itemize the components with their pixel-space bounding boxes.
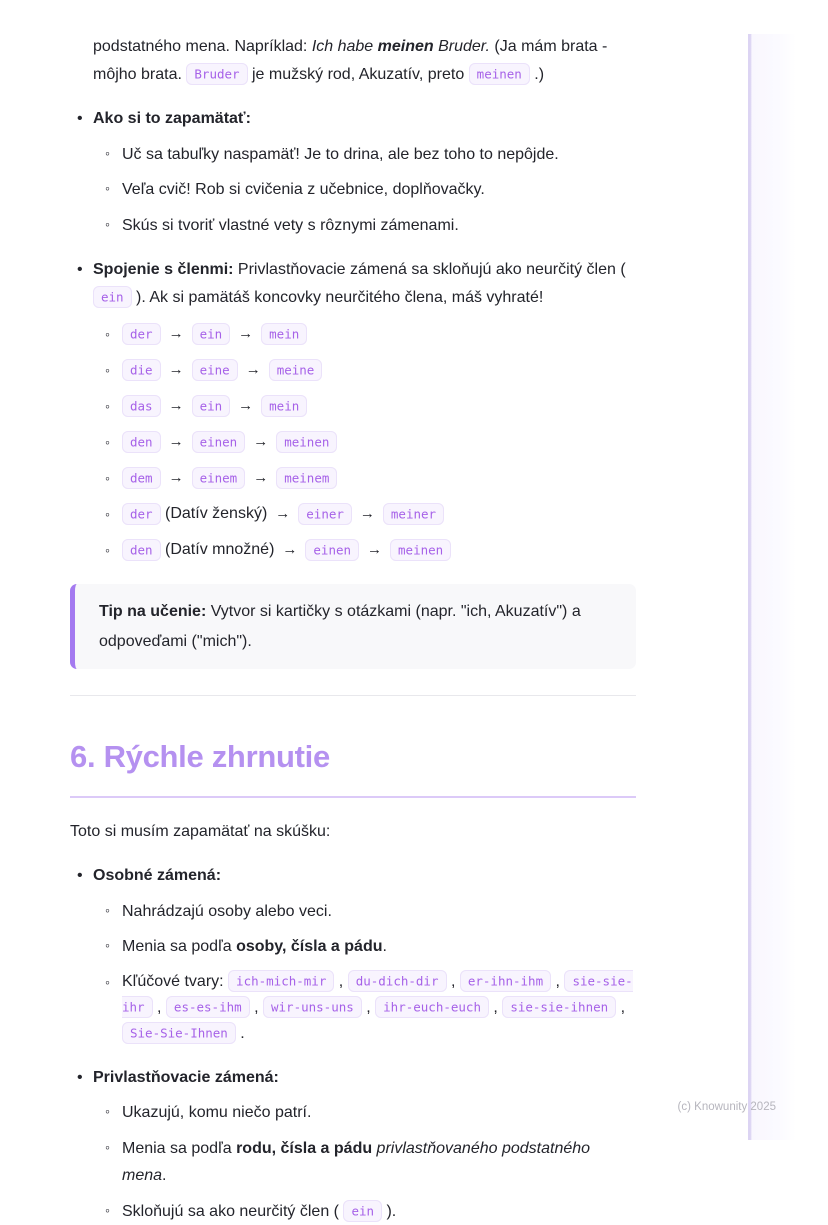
code-chip: ich-mich-mir [228, 970, 334, 992]
text-run: Skús si tvoriť vlastné vety s rôznymi zámenami. [122, 216, 459, 234]
code-chip: mein [261, 323, 307, 345]
code-chip: eine [192, 359, 238, 381]
arrow-right-icon: → [253, 469, 269, 487]
text-run-italic: Ich habe [311, 38, 378, 55]
text-run-italic: privlastňovaného podstatného mena [122, 1139, 591, 1185]
sub-list [105, 1099, 636, 1225]
document-content [70, 33, 636, 1225]
code-chip: den [122, 431, 161, 453]
code-chip: meiner [383, 503, 444, 525]
declension-row [105, 429, 636, 455]
declension-row [105, 465, 636, 491]
text-run: Uč sa tabuľky naspamäť! Je to drina, ale bez toho to nepôjde. [122, 145, 559, 163]
circle-icon: ◦ [105, 144, 110, 161]
text-run-bold: osoby, čísla a pádu [236, 938, 383, 956]
list-item-memorize [70, 105, 636, 239]
arrow-right-icon: → [168, 469, 184, 487]
arrow-right-icon: → [238, 325, 254, 343]
circle-icon: ◦ [105, 901, 110, 918]
bullet-icon: • [77, 110, 83, 128]
text-run-italic: Bruder. [433, 38, 490, 55]
arrow-right-icon: → [168, 433, 184, 451]
code-chip: der [122, 323, 161, 345]
circle-icon: ◦ [105, 398, 110, 415]
code-chip: es-es-ihm [166, 996, 250, 1018]
code-chip: der [122, 503, 161, 525]
list-label: Osobné zámená: [93, 867, 222, 885]
text-run: . [235, 1024, 245, 1042]
circle-icon: ◦ [105, 362, 110, 379]
separator: , [488, 998, 503, 1016]
declension-list [105, 321, 636, 563]
circle-icon: ◦ [105, 506, 110, 523]
next-page-edge [748, 34, 828, 1140]
page-footer: (c) Knowunity 2025 [677, 1101, 776, 1113]
arrow-right-icon: → [253, 433, 269, 451]
sub-list-item [105, 1099, 636, 1127]
list-item-possessive [70, 1064, 636, 1225]
arrow-right-icon: → [359, 505, 375, 523]
top-list [70, 105, 636, 563]
text-run: Nahrádzajú osoby alebo veci. [122, 902, 332, 920]
code-chip: den [122, 539, 161, 561]
code-chip: meinem [276, 467, 337, 489]
list-label: Privlastňovacie zámená: [93, 1068, 279, 1086]
circle-icon: ◦ [105, 1103, 110, 1120]
text-run: . [382, 938, 387, 956]
circle-icon: ◦ [105, 542, 110, 559]
summary-intro: Toto si musím zapamätať na skúšku: [70, 822, 331, 840]
separator: , [551, 972, 565, 990]
text-run: Menia sa podľa [122, 1139, 237, 1157]
arrow-right-icon: → [275, 505, 291, 523]
intro-paragraph [93, 33, 636, 88]
text-run: Ukazujú, komu niečo patrí. [122, 1104, 312, 1122]
separator: , [446, 972, 460, 990]
sub-list [105, 141, 636, 240]
code-chip: meinen [469, 63, 530, 85]
code-chip: ein [192, 323, 231, 345]
text-run: Menia sa podľa [122, 938, 237, 956]
list-item-personal [70, 862, 636, 1047]
arrow-right-icon: → [168, 397, 184, 415]
text-run: Vytvor si kartičky s otázkami (napr. "ich, Akuzatív") a odpoveďami ("mich"). [99, 603, 581, 650]
text-run: .) [529, 65, 545, 83]
declension-row [105, 357, 636, 383]
code-chip: dem [122, 467, 161, 489]
circle-icon: ◦ [105, 470, 110, 487]
tip-box [70, 584, 636, 669]
separator: , [334, 972, 348, 990]
sub-list-item [105, 1135, 636, 1190]
text-run: Kľúčové tvary: [122, 972, 229, 990]
section-divider [70, 695, 636, 696]
text-run-bold-italic: meinen [377, 38, 434, 55]
circle-icon: ◦ [105, 180, 110, 197]
arrow-right-icon: → [245, 361, 261, 379]
arrow-right-icon: → [367, 541, 383, 559]
sub-list [105, 898, 636, 1047]
arrow-right-icon: → [282, 541, 298, 559]
code-chip: einen [305, 539, 359, 561]
circle-icon: ◦ [105, 434, 110, 451]
declension-row [105, 321, 636, 347]
text-run: podstatného mena. Napríklad: [93, 38, 312, 55]
code-chip: einem [192, 467, 246, 489]
sub-list-item [105, 141, 636, 169]
sub-list-item [105, 1198, 636, 1225]
code-chip: Sie-Sie-Ihnen [122, 1022, 236, 1044]
code-chip: die [122, 359, 161, 381]
list-label: Ako si to zapamätať: [93, 110, 251, 128]
bullet-icon: • [77, 261, 83, 279]
code-chip: sie-sie-ihnen [502, 996, 616, 1018]
text-run: Skloňujú sa ako neurčitý člen ( [122, 1202, 344, 1220]
circle-icon: ◦ [105, 1201, 110, 1218]
tip-label: Tip na učenie: [99, 603, 207, 621]
code-chip: meinen [276, 431, 337, 453]
text-run: ). [382, 1202, 397, 1220]
list-label: Spojenie s členmi: [93, 261, 234, 279]
bullet-icon: • [77, 867, 83, 885]
arrow-right-icon: → [168, 361, 184, 379]
circle-icon: ◦ [105, 1138, 110, 1155]
text-run: (Datív množné) [160, 541, 275, 559]
sub-list-item-key-forms [105, 969, 636, 1047]
code-chip: einen [192, 431, 246, 453]
code-chip: ein [93, 286, 132, 308]
code-chip: ein [192, 395, 231, 417]
separator: , [616, 998, 626, 1016]
code-chip: Bruder [186, 63, 247, 85]
circle-icon: ◦ [105, 973, 110, 990]
arrow-right-icon: → [168, 325, 184, 343]
text-run: (Ja mám brata - môjho brata. [93, 38, 608, 83]
code-chip: meinen [390, 539, 451, 561]
circle-icon: ◦ [105, 326, 110, 343]
text-run: Privlastňovacie zámená sa skloňujú ako neurčitý člen ( [233, 261, 626, 279]
separator: , [249, 998, 263, 1016]
declension-row [105, 501, 636, 527]
code-chip: mein [261, 395, 307, 417]
code-chip: das [122, 395, 161, 417]
text-run-bold: rodu, čísla a pádu [236, 1139, 373, 1157]
separator: , [152, 998, 166, 1016]
text-run: Veľa cvič! Rob si cvičenia z učebnice, doplňovačky. [122, 181, 485, 199]
code-chip: ihr-euch-euch [375, 996, 489, 1018]
code-chip: wir-uns-uns [263, 996, 362, 1018]
separator: , [361, 998, 376, 1016]
sub-list-item [105, 212, 636, 240]
declension-row [105, 537, 636, 563]
list-item-articles [70, 256, 636, 563]
circle-icon: ◦ [105, 937, 110, 954]
section-heading: 6. Rýchle zhrnutie [70, 730, 636, 797]
code-chip: meine [269, 359, 323, 381]
code-chip: du-dich-dir [348, 970, 447, 992]
code-chip: einer [298, 503, 352, 525]
arrow-right-icon: → [238, 397, 254, 415]
code-chip: sie-sie-ihr [122, 970, 633, 1018]
sub-list-item [105, 176, 636, 204]
sub-list-item [105, 933, 636, 961]
sub-list-item [105, 898, 636, 926]
text-run: ). Ak si pamätáš koncovky neurčitého člena, máš vyhraté! [131, 288, 544, 306]
text-run: (Datív ženský) [160, 505, 268, 523]
text-run: je mužský rod, Akuzatív, preto [247, 65, 469, 83]
code-chip: ein [343, 1200, 382, 1222]
bullet-icon: • [77, 1068, 83, 1086]
text-run: . [162, 1167, 167, 1185]
declension-row [105, 393, 636, 419]
circle-icon: ◦ [105, 215, 110, 232]
code-chip: er-ihn-ihm [460, 970, 551, 992]
